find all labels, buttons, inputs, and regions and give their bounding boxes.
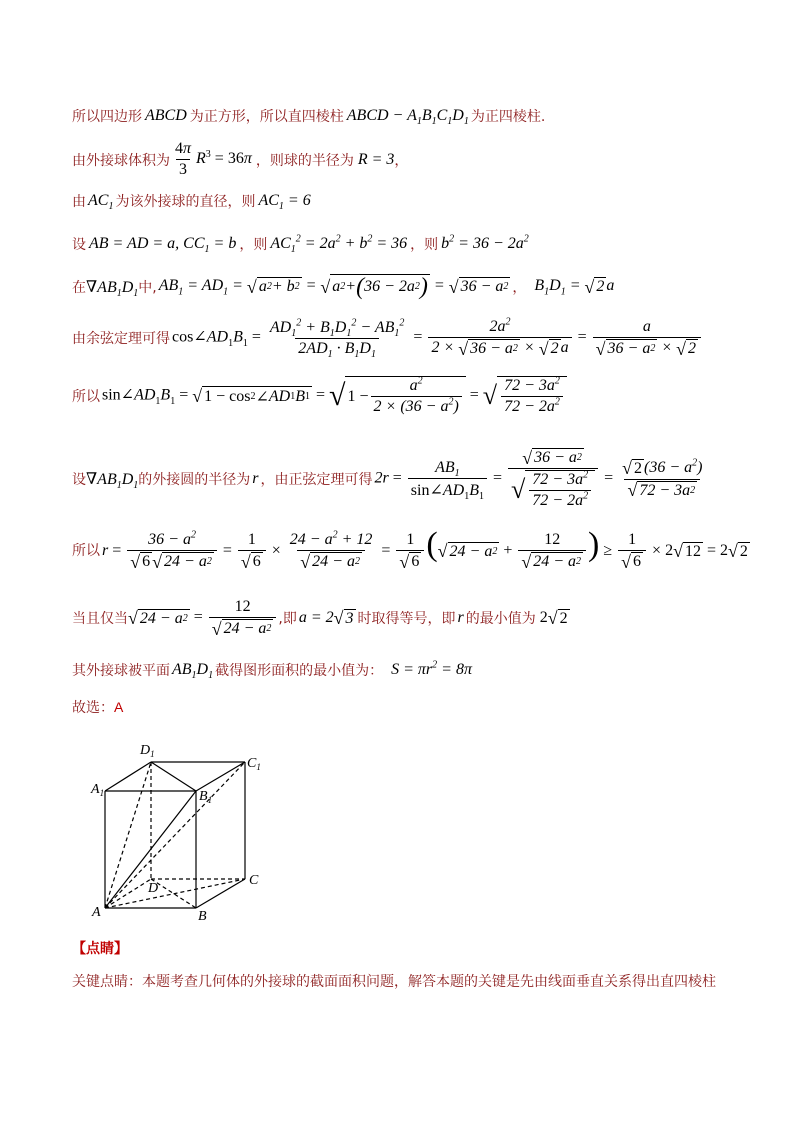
radius-inequality: r = $36 - a^2$ √ 6 √ 24 − a 2 = 1 √ 6 × $24 - a^2 + 12$ √ 24 − a 2 = 1 √ 6 ( √ 24 − a 2 + 12 √ 24 − a 2 ) ≥ 1 √ 6 × 2 √ 12 = 2 √ 2 xyxy=(102,526,748,572)
label-D: D xyxy=(148,881,159,896)
label-A1: $A_1$ xyxy=(91,782,105,798)
solution-line-4: 设 AB = AD = a, $CC_1 = b$ ，则 $AC_1^2 = 2a^2 + b^2 = 36$ ，则 $b^2 = 36 - 2a^2$ xyxy=(72,233,529,256)
label-A: A xyxy=(92,905,101,920)
comment-text: 关键点睛：本题考查几何体的外接球的截面面积问题，解答本题的关键是先由线面垂直关系得出直四棱柱 xyxy=(72,974,716,990)
comment-title-line xyxy=(72,938,754,958)
solution-line-7: 所以 $\sin\angle AD_1B_1$ = √ 1 − cos 2 ∠ AD 1 B 1 = √ 1 − $\frac{a^2}{2 \times (36 - a^2)}$ = √ $\frac{72 - 3a^2}{72 - 2a^2}$ xyxy=(72,376,754,416)
volume-formula: $\frac{4\pi}{3}$ $R^3 = 36\pi$ xyxy=(175,140,252,178)
sine-rule-formula: 2r = $\frac{AB_1}{\sin\angle AD_1B_1}$ = √ 36 − a 2 √ $\frac{72 - 3a^2}{72 - 2a^2}$ = √ 2 $(36 - a^2)$ √ 72 − 3a 2 xyxy=(374,447,703,509)
solution-line-10: 当且仅当 √ 24 − a 2 = 12 √ 24 − a 2 ,即 a = 2 √ 3 时取得等号，即 r 的最小值为 2 √ 2 xyxy=(72,598,568,639)
comment-text-line xyxy=(72,971,754,991)
sine-formula: $\sin\angle AD_1B_1$ = √ 1 − cos 2 ∠ AD 1 B 1 = √ 1 − $\frac{a^2}{2 \times (36 - a^2)}$ = √ $\frac{72 - 3a^2}{72 - 2a^2}$ xyxy=(102,376,567,416)
solution-line-1: 所以四边形 ABCD 为正方形，所以直四棱柱 ABCD − $A_1B_1C_1D_1$ 为正四棱柱. xyxy=(72,107,546,128)
label-B: B xyxy=(198,909,207,924)
label-C: C xyxy=(249,873,259,888)
label-C1: $C_1$ xyxy=(247,756,261,772)
label-D1: $D_1$ xyxy=(140,743,155,759)
solution-line-12: 故选： A xyxy=(72,699,124,716)
answer-choice: A xyxy=(114,699,124,715)
cosine-formula: $\cos\angle AD_1B_1$ = $\frac{AD_1^2 + B_1D_1^2 - AB_1^2}{2AD_1 \cdot B_1D_1}$ = $2a^2$ 2 × √ 36 − a 2 × √ 2 a = a √ 36 − a 2 × √ 2 xyxy=(172,318,703,358)
solution-line-5: 在 $\nabla AB_1D_1$ 中, $AB_1 = AD_1$ = √ a 2 + b 2 = √ a 2 + ( 36 − 2a 2 ) = √ 36 − a 2 ， $B_1D_1$ = √ 2 a xyxy=(72,274,615,300)
solution-line-2: 由外接球体积为 $\frac{4\pi}{3}$ $R^3 = 36\pi$ ，则球的半径为 R = 3 ， xyxy=(72,140,409,178)
solution-line-8: 设 $\nabla AB_1D_1$ 的外接圆的半径为 r ，由正弦定理可得 2r = $\frac{AB_1}{\sin\angle AD_1B_1}$ = √ 36 − a 2 √ $\frac{72 - 3a^2}{72 - 2a^2}$ = √ 2 $(36 - a^2)$ √ 72 − 3a 2 xyxy=(72,448,754,510)
comment-title: 【点睛】 xyxy=(72,941,128,957)
solution-line-6: 由余弦定理可得 $\cos\angle AD_1B_1$ = $\frac{AD_1^2 + B_1D_1^2 - AB_1^2}{2AD_1 \cdot B_1D_1}$ = $2a^2$ 2 × √ 36 − a 2 × √ 2 a = a √ 36 − a 2 × √ 2 xyxy=(72,318,754,358)
solution-line-3: 由 $AC_1$ 为该外接球的直径，则 $AC_1 = 6$ xyxy=(72,192,311,213)
prism-figure xyxy=(88,736,278,926)
solution-line-11: 其外接球被平面 $AB_1D_1$ 截得图形面积的最小值为： $S = \pi r^2 = 8\pi$ xyxy=(72,659,472,682)
label-B1: $B_1$ xyxy=(199,789,213,805)
solution-line-9: 所以 r = $36 - a^2$ √ 6 √ 24 − a 2 = 1 √ 6 × $24 - a^2 + 12$ √ 24 − a 2 = 1 √ 6 ( √ 24 − a 2 + 12 √ 24 − a 2 ) ≥ 1 √ 6 × 2 √ 12 = 2 √ 2 xyxy=(72,526,748,572)
